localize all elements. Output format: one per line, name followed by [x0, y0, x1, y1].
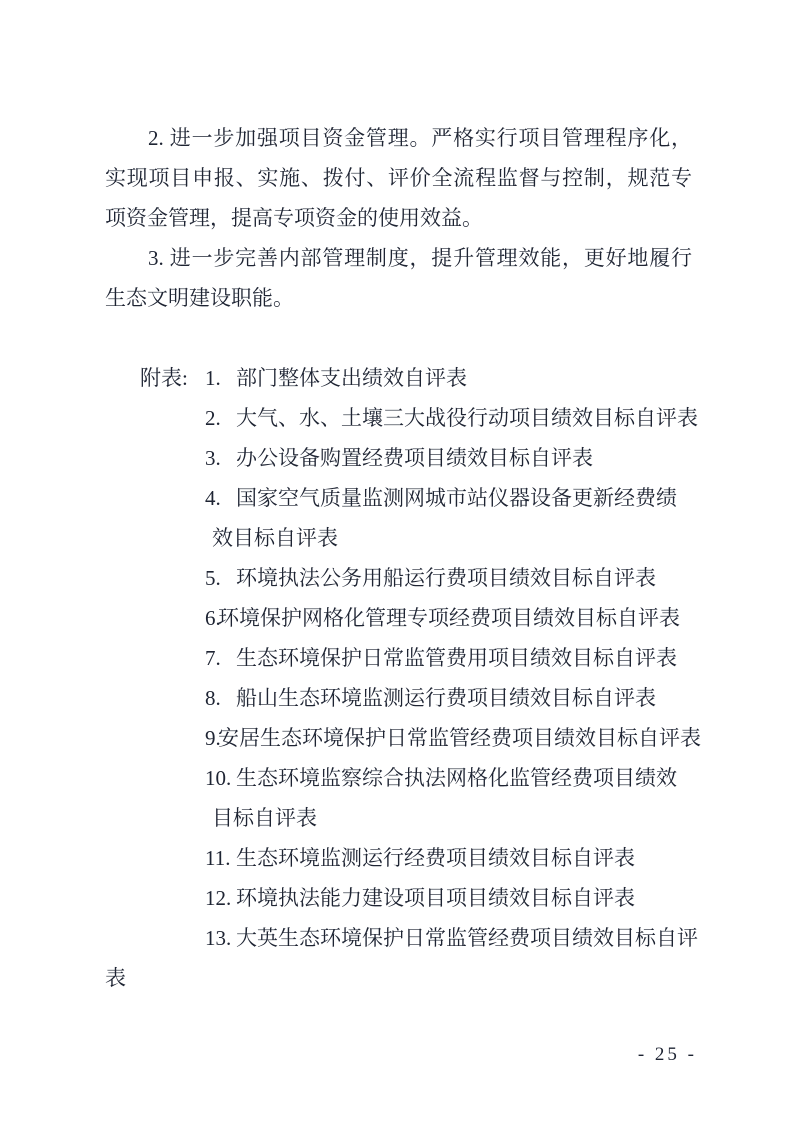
- appendix-list: [105, 358, 745, 998]
- appendix-item-number: 4.: [205, 486, 221, 510]
- appendix-row: [105, 918, 745, 958]
- appendix-item-number: 1.: [205, 366, 221, 390]
- appendix-item-text: 生态环境监察综合执法网格化监管经费项目绩效: [236, 766, 677, 790]
- appendix-row: [105, 438, 745, 478]
- appendix-item-number: 9.: [205, 726, 221, 750]
- appendix-item-text: 船山生态环境监测运行费项目绩效目标自评表: [236, 686, 656, 710]
- appendix-item-text: 效目标自评表: [212, 526, 338, 550]
- appendix-label: 附表:: [140, 366, 188, 390]
- paragraph-line: 生态文明建设职能。: [105, 286, 294, 310]
- appendix-item-number: 8.: [205, 686, 221, 710]
- appendix-item-number: 12.: [205, 886, 232, 910]
- appendix-row: [105, 558, 745, 598]
- paragraph-line: 3. 进一步完善内部管理制度，提升管理效能，更好地履行: [148, 246, 692, 270]
- appendix-row: [105, 878, 745, 918]
- appendix-row: [105, 718, 745, 758]
- appendix-item-number: 2.: [205, 406, 221, 430]
- paragraph-line: 实现项目申报、实施、拨付、评价全流程监督与控制，规范专: [105, 166, 692, 190]
- appendix-item-number: 10.: [205, 766, 232, 790]
- appendix-row: [105, 838, 745, 878]
- appendix-item-text: 表: [105, 966, 126, 990]
- appendix-item-number: 3.: [205, 446, 221, 470]
- appendix-item-number: 5.: [205, 566, 221, 590]
- appendix-row: [105, 478, 745, 518]
- appendix-row: [105, 678, 745, 718]
- appendix-row: [105, 398, 745, 438]
- appendix-row-continuation: [105, 518, 745, 558]
- appendix-item-text: 大英生态环境保护日常监管经费项目绩效目标自评: [236, 926, 698, 950]
- appendix-row: [105, 598, 745, 638]
- appendix-row: [105, 758, 745, 798]
- appendix-item-number: 6.: [205, 606, 221, 630]
- appendix-item-text: 环境执法能力建设项目项目绩效目标自评表: [236, 886, 635, 910]
- page-number: - 25 -: [637, 1044, 697, 1065]
- appendix-item-number: 13.: [205, 926, 232, 950]
- appendix-item-text: 生态环境保护日常监管费用项目绩效目标自评表: [236, 646, 677, 670]
- appendix-item-text: 办公设备购置经费项目绩效目标自评表: [236, 446, 593, 470]
- appendix-item-text: 生态环境监测运行经费项目绩效目标自评表: [236, 846, 635, 870]
- paragraph-line: 2. 进一步加强项目资金管理。严格实行项目管理程序化，: [148, 126, 692, 150]
- body-text: [105, 118, 692, 318]
- appendix-row: [105, 358, 745, 398]
- appendix-item-text: 安居生态环境保护日常监管经费项目绩效目标自评表: [218, 726, 701, 750]
- appendix-item-text: 环境保护网格化管理专项经费项目绩效目标自评表: [218, 606, 680, 630]
- appendix-row-continuation: [105, 798, 745, 838]
- appendix-item-number: 7.: [205, 646, 221, 670]
- appendix-item-text: 部门整体支出绩效自评表: [236, 366, 467, 390]
- appendix-item-text: 国家空气质量监测网城市站仪器设备更新经费绩: [236, 486, 677, 510]
- appendix-item-number: 11.: [205, 846, 231, 870]
- appendix-row-continuation: [105, 958, 745, 998]
- paragraph-line: 项资金管理，提高专项资金的使用效益。: [105, 206, 483, 230]
- appendix-item-text: 大气、水、土壤三大战役行动项目绩效目标自评表: [236, 406, 698, 430]
- appendix-item-text: 环境执法公务用船运行费项目绩效目标自评表: [236, 566, 656, 590]
- appendix-row: [105, 638, 745, 678]
- appendix-item-text: 目标自评表: [212, 806, 317, 830]
